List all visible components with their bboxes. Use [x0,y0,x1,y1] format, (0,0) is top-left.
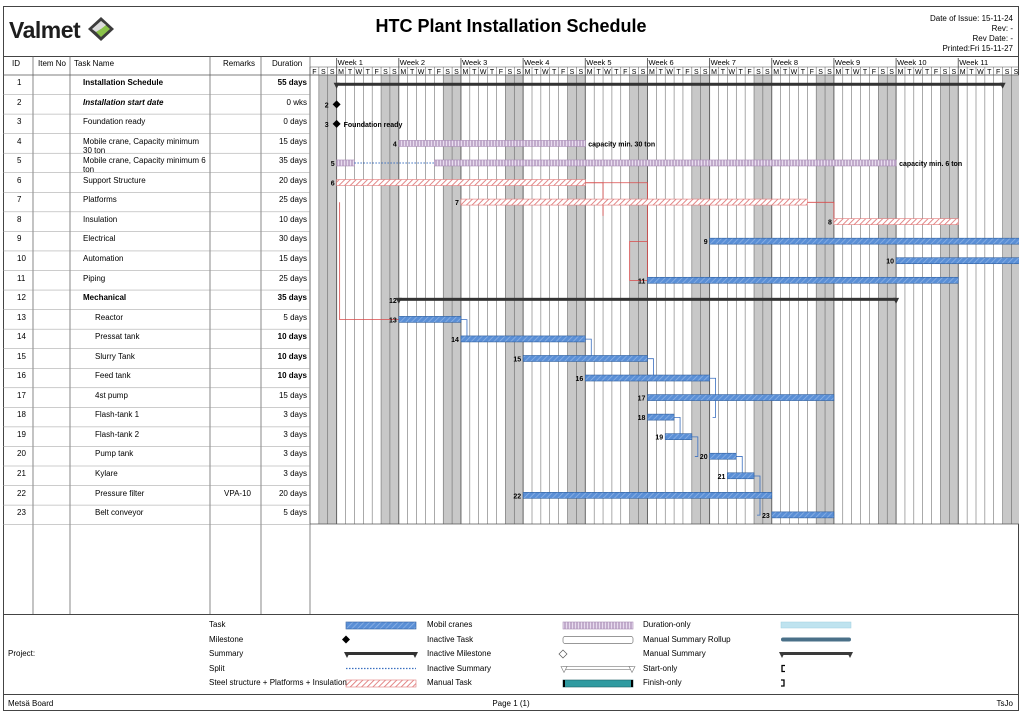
task-bar [727,473,754,479]
dependency-link [585,183,709,281]
day-letter: F [560,69,566,76]
task-bar [710,453,737,459]
task-duration: 55 days [277,78,307,87]
legend-label: Inactive Summary [427,663,492,673]
bar-annotation: capacity min. 6 ton [899,160,963,168]
task-duration: 10 days [277,371,307,381]
bar-id-label: 20 [699,454,708,462]
task-name: Electrical [83,234,116,244]
task-id: 3 [17,117,22,127]
weekend-shade [319,75,328,524]
task-name: Platforms [83,195,117,205]
day-letter: W [790,69,798,76]
task-id: 20 [17,449,26,459]
legend-duration-only-swatch [781,622,851,628]
task-bar [461,336,585,342]
legend-label: Steel structure + Platforms + Insulation [209,678,347,687]
day-letter: S [1004,69,1010,76]
bar-id-label: 13 [389,317,397,325]
day-letter: W [355,69,363,76]
legend-label: Manual Summary Rollup [643,634,731,644]
weekend-shade [1003,75,1012,524]
day-letter: F [498,69,504,76]
day-letter: F [374,69,379,76]
week-label: Week 1 [337,58,363,67]
task-bar [896,258,1019,264]
task-name: Flash-tank 1 [95,410,140,420]
day-letter: S [764,69,770,76]
task-bar [710,238,1019,244]
day-letter: T [658,69,663,76]
task-duration: 20 days [278,488,307,498]
legend-label: Mobil cranes [427,620,473,629]
day-letter: T [782,69,788,76]
task-bar [399,316,461,322]
task-name: Automation [83,253,124,263]
legend-label: Start-only [643,663,678,673]
day-letter: T [987,69,992,76]
legend-label: Split [209,663,225,673]
day-letter: M [338,69,345,76]
legend-crane-swatch [563,622,633,629]
day-letter: M [648,69,655,76]
legend-label: Duration-only [643,620,691,629]
legend [3,614,1019,695]
legend-project-label: Project: [8,649,36,658]
task-name: Slurry Tank [95,351,135,361]
day-letter: S [320,69,326,76]
task-duration: 20 days [278,175,307,185]
day-letter: S [516,69,522,76]
task-duration: 10 days [278,214,307,224]
task-id: 15 [17,351,26,361]
legend-inactive-task-swatch [563,637,633,644]
day-letter: M [959,69,966,76]
task-name: Reactor [95,312,124,322]
legend-manual-summary-swatch [781,652,851,655]
day-letter: S [702,69,708,76]
page-title: HTC Plant Installation Schedule [375,16,647,36]
day-letter: T [365,69,370,76]
task-id: 11 [17,273,26,283]
day-letter: F [996,69,1001,76]
week-label: Week 2 [399,58,426,67]
day-letter: W [666,69,673,76]
day-letter: T [738,69,743,76]
task-bar [665,434,692,440]
steel-bar [834,219,958,225]
day-letter: T [969,69,974,76]
task-duration: 0 days [283,117,307,127]
task-name: Mechanical [83,293,127,303]
task-id: 12 [17,293,26,303]
day-letter: S [578,69,584,76]
day-letter: S [392,69,397,76]
day-letter: F [809,69,814,76]
day-letter: T [720,69,726,76]
task-id: 14 [17,332,26,342]
day-letter: S [631,69,637,76]
gantt-bar-row [700,453,736,461]
bar-id-label: 12 [389,297,397,305]
day-letter: W [604,69,611,76]
day-letter: S [1013,69,1019,76]
legend-label: Manual Task [427,678,472,687]
bar-id-label: 21 [717,473,726,481]
bar-id-label: 15 [513,356,522,364]
task-name: Pressat tank [95,332,140,342]
task-name: Mobile crane, Capacity minimum 6 ton [83,156,206,175]
task-name: Foundation ready [83,117,146,127]
task-bar [647,277,958,283]
task-id: 10 [17,253,26,263]
bar-annotation: Foundation ready [343,121,403,129]
crane-bar [399,140,585,146]
summary-bar [399,298,896,301]
task-duration: 30 days [278,234,307,244]
legend-label: Milestone [209,634,244,644]
task-duration: 3 days [283,410,307,420]
day-letter: F [623,69,628,76]
task-duration: 15 days [278,390,307,400]
day-letter: S [445,69,450,76]
day-letter: F [747,69,752,76]
day-letter: S [507,69,513,76]
task-name: Belt conveyor [95,508,144,518]
task-duration: 25 days [278,195,307,205]
day-letter: T [907,69,912,76]
day-letter: T [427,69,433,76]
bar-id-label: 19 [655,434,664,442]
task-name: 4st pump [95,390,128,400]
day-letter: T [800,69,805,76]
task-id: 21 [17,469,26,478]
steel-bar [337,180,586,186]
day-letter: T [925,69,930,76]
task-name: Flash-tank 2 [95,429,140,439]
bar-annotation: capacity min. 30 ton [588,141,656,149]
legend-inactive-milestone-swatch [559,650,567,658]
day-letter: T [676,69,681,76]
week-label: Week 10 [897,58,927,67]
task-name: Pressure filter [95,488,145,498]
task-name: Installation Schedule [83,78,164,87]
legend-summary-swatch [346,652,416,655]
column-header-id: ID [12,59,20,68]
task-duration: 25 days [278,273,307,283]
gantt-bar-row [655,434,691,442]
day-letter: F [312,69,317,76]
legend-label: Inactive Milestone [427,649,492,658]
task-duration: 10 days [277,351,307,361]
day-letter: T [845,69,850,76]
day-letter: T [409,69,415,76]
day-letter: W [542,69,549,76]
day-letter: T [489,69,495,76]
task-name: Installation start date [83,97,164,107]
column-header-duration: Duration [272,59,303,68]
task-duration: 3 days [283,449,307,459]
day-letter: M [462,69,469,76]
week-label: Week 7 [710,58,736,67]
day-letter: S [827,69,832,76]
gantt-bar-row [325,120,403,129]
bar-id-label: 23 [761,512,770,520]
legend-label: Summary [209,649,244,658]
task-duration: 35 days [277,293,307,303]
task-id: 8 [17,214,22,224]
crane-bar-segment [434,160,896,166]
week-label: Week 6 [648,58,674,67]
day-letter: S [951,69,957,76]
day-letter: S [569,69,575,76]
weekend-shade [1012,75,1019,524]
task-name: Pump tank [95,449,134,459]
bar-id-label: 22 [513,493,522,501]
bar-id-label: 11 [638,278,646,286]
legend-label: Task [209,620,226,629]
task-name: Feed tank [95,371,131,381]
day-letter: M [773,69,780,76]
task-id: 4 [17,136,22,146]
day-letter: W [852,69,860,76]
revision: Rev: - [991,24,1013,33]
task-name: Kylare [95,469,118,478]
gantt-page [3,6,1019,711]
legend-milestone-swatch [342,636,350,644]
gantt-bar-row [638,395,834,403]
task-id: 2 [17,97,22,107]
legend-steel-swatch [346,680,416,687]
task-id: 5 [17,156,22,166]
task-bar [647,414,674,420]
task-duration: 15 days [278,253,307,263]
task-id: 1 [17,78,22,87]
legend-task-swatch [346,622,416,629]
task-name: Mobile crane, Capacity minimum 30 ton [83,136,200,155]
task-name: Support Structure [83,175,146,185]
day-letter: S [693,69,699,76]
gantt-bar-row [718,473,754,481]
task-remarks: VPA-10 [224,488,251,498]
footer [3,694,1019,712]
bar-id-label: 6 [330,180,335,188]
day-letter: F [436,69,441,76]
bar-id-label: 9 [703,239,708,247]
day-letter: W [914,69,922,76]
weekend-shade [328,75,337,524]
legend-label: Finish-only [643,678,682,687]
bar-id-label: 5 [330,160,335,168]
bar-id-label: 8 [828,219,832,227]
column-header-task-name: Task Name [74,59,115,68]
task-bar [585,375,709,381]
day-letter: T [552,69,557,76]
bar-id-label: 18 [637,415,646,423]
day-letter: M [586,69,593,76]
week-label: Week 4 [524,58,550,67]
summary-bar [337,83,1003,86]
task-bar [523,492,772,498]
crane-bar-segment [337,160,355,166]
date-of-issue: Date of Issue: 15-11-24 [929,14,1013,23]
task-duration: 0 wks [286,97,307,107]
gantt-bar-row [704,238,1019,246]
day-letter: S [880,69,886,76]
day-letter: M [711,69,717,76]
bar-id-label: 17 [637,395,646,403]
logo-wordmark: Valmet [9,17,81,43]
task-duration: 3 days [283,469,307,478]
bar-id-label: 16 [575,376,584,384]
legend-label: Manual Summary [643,649,706,658]
legend-manual-task-swatch [563,680,633,687]
bar-id-label: 4 [392,141,397,149]
bar-id-label: 10 [886,258,895,266]
weekend-shade [949,75,958,524]
steel-bar [461,199,807,205]
legend-manual-task-cap [631,680,633,687]
task-id: 13 [17,312,26,322]
task-name: Insulation [83,214,118,224]
day-letter: F [685,69,690,76]
day-letter: S [454,69,459,76]
task-id: 17 [17,390,26,400]
legend-inactive-summary-swatch [563,667,633,670]
day-letter: T [347,69,353,76]
task-id: 7 [17,195,22,205]
legend-swatches [3,615,1019,695]
week-label: Week 9 [834,58,861,67]
printed-date: Printed:Fri 15-11-27 [942,44,1013,53]
task-bar [772,512,834,518]
footer-author: TsJo [996,699,1013,708]
week-label: Week 11 [959,58,989,67]
week-label: Week 5 [586,58,612,67]
revision-date: Rev Date: - [972,34,1013,43]
task-id: 6 [17,175,22,185]
legend-label: Inactive Task [427,634,474,644]
task-name: Piping [83,273,106,283]
task-duration: 3 days [283,429,307,439]
task-duration: 10 days [277,332,307,342]
task-id: 22 [17,488,26,498]
day-letter: W [479,69,487,76]
task-id: 16 [17,371,26,381]
day-letter: S [818,69,823,76]
column-header-item-no: Item No [38,59,67,68]
day-letter: T [534,69,539,76]
task-id: 18 [17,410,26,420]
bar-id-label: 3 [324,121,329,129]
footer-company: Metsä Board [8,699,54,708]
task-id: 23 [17,508,26,518]
day-letter: S [889,69,894,76]
week-label: Week 8 [772,58,799,67]
legend-finish-only-swatch [781,680,784,686]
gantt-bar-row [393,140,655,148]
task-duration: 35 days [278,156,307,166]
gantt-bar-row [638,414,674,422]
task-duration: 15 days [278,136,307,146]
day-letter: T [862,69,868,76]
bar-id-label: 14 [451,336,459,344]
task-duration: 5 days [283,508,307,518]
day-letter: T [614,69,619,76]
task-bar [523,355,647,361]
legend-start-only-swatch [782,666,785,672]
day-letter: S [383,69,388,76]
bar-id-label: 2 [324,102,329,110]
weekend-shade [940,75,949,524]
day-letter: W [728,69,736,76]
day-letter: M [524,69,531,76]
week-label: Week 3 [461,58,488,67]
legend-manual-task-cap [563,680,565,687]
day-letter: F [871,69,877,76]
day-letter: W [977,69,984,76]
day-letter: T [596,69,601,76]
legend-manual-rollup-swatch [781,638,851,642]
day-letter: T [472,69,477,76]
day-letter: M [897,69,904,76]
task-bar [647,395,833,401]
gantt-bar-row [638,277,958,285]
task-duration: 5 days [283,312,307,322]
day-letter: S [329,69,335,76]
day-letter: W [417,69,425,76]
day-letter: S [640,69,646,76]
task-id: 9 [17,234,22,244]
day-letter: S [942,69,948,76]
bar-id-label: 7 [455,200,459,208]
day-letter: F [933,69,939,76]
footer-page-number: Page 1 (1) [492,699,530,708]
day-letter: S [756,69,761,76]
day-letter: M [400,69,407,76]
task-id: 19 [17,429,26,439]
column-header-remarks: Remarks [223,59,256,68]
day-letter: M [835,69,842,76]
